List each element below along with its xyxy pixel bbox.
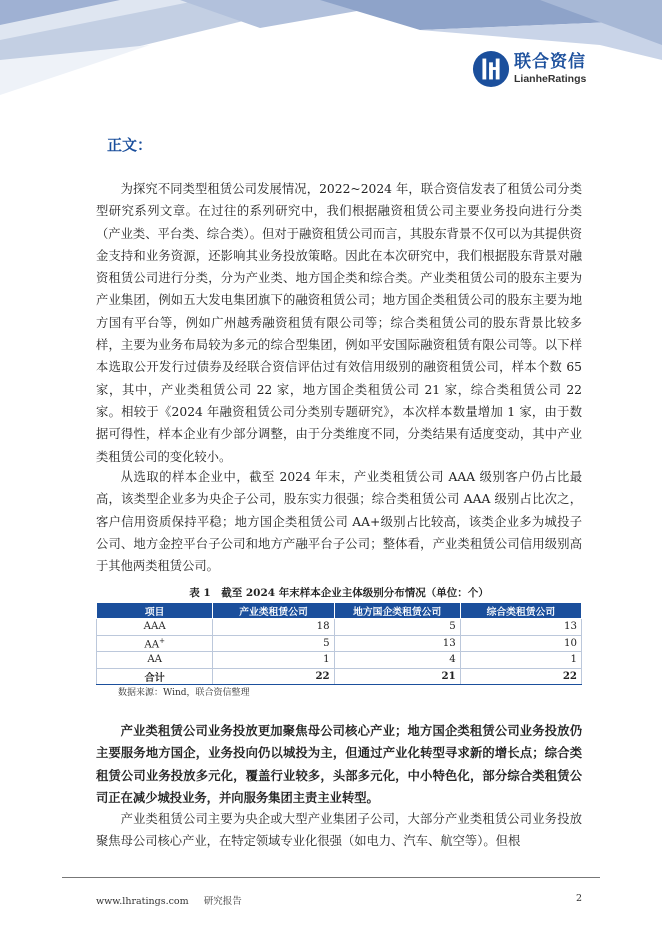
paragraph-text: 产业类租赁公司主要为央企或大型产业集团子公司，大部分产业类租赁公司业务投放聚焦母公司核心产业，在特定领域专业化很强（如电力、汽车、航空等）。但根	[96, 812, 582, 849]
table-header-row	[97, 603, 582, 619]
table-cell: AA+	[97, 635, 213, 652]
table-row	[97, 635, 582, 652]
table-cell: 5	[334, 619, 460, 636]
table-cell: 13	[334, 635, 460, 652]
table-row	[97, 652, 582, 669]
table-header-cell: 综合类租赁公司	[460, 603, 581, 619]
logo-chinese-name: 联合资信	[514, 51, 586, 72]
table-cell: 10	[460, 635, 581, 652]
page-number: 2	[576, 893, 583, 904]
table-header-cell: 地方国企类租赁公司	[334, 603, 460, 619]
table-cell: 5	[213, 635, 334, 652]
paragraph-text: 从选取的样本企业中，截至 2024 年末，产业类租赁公司 AAA 级别客户仍占比最高，该类型企业多为央企子公司，股东实力很强；综合类租赁公司 AAA 级别占比次之，客户信用资质保持平稳；地方国企类租赁公司 AA+级别占比较高，该类企业多为城投子公司、地方金控平台子公司和地方产融平台子公司；整体看，产业类租赁公司信用级别高于其他两类租赁公司。	[96, 470, 582, 574]
table-cell: 18	[213, 619, 334, 636]
paragraph-1	[96, 178, 582, 468]
footer-url-link[interactable]: www.lhratings.com	[96, 896, 189, 907]
table-header-cell: 产业类租赁公司	[213, 603, 334, 619]
table-cell: 1	[460, 652, 581, 669]
rating-distribution-table	[96, 602, 582, 685]
table-cell: 21	[334, 668, 460, 685]
paragraph-text: 为探究不同类型租赁公司发展情况，2022~2024 年，联合资信发表了租赁公司分类型研究系列文章。在过往的系列研究中，我们根据融资租赁公司主要业务投向进行分类（产业类、平台类、综合类）。但对于融资租赁公司而言，其股东背景不仅可以为其提供资金支持和业务资源，还影响其业务投放策略。因此在本次研究中，我们根据股东背景对融资租赁公司进行分类，分为产业类、地方国企类和综合类。产业类租赁公司的股东主要为产业集团，例如五大发电集团旗下的融资租赁公司；地方国企类租赁公司的股东主要为地方国有平台等，例如广州越秀融资租赁有限公司等；综合类租赁公司的股东背景比较多样，主要为业务布局较为多元的综合型集团，例如平安国际融资租赁有限公司等。以下样本选取公开发行过债券及经联合资信评估过有效信用级别的融资租赁公司，样本个数 65 家，其中，产业类租赁公司 22 家，地方国企类租赁公司 21 家，综合类租赁公司 22 家。相较于《2024 年融资租赁公司分类别专题研究》，本次样本数量增加 1 家，由于数据可得性，样本企业有少部分调整，由于分类维度不同，分类结果有适度变动，其中产业类租赁公司的变化较小。	[96, 182, 582, 464]
footer-divider	[62, 877, 600, 878]
table-cell: 22	[460, 668, 581, 685]
key-finding-paragraph	[96, 720, 582, 809]
table-source-note: 数据来源：Wind，联合资信整理	[118, 688, 250, 698]
table-cell: AA	[97, 652, 213, 669]
table-row	[97, 619, 582, 636]
table-cell: 13	[460, 619, 581, 636]
table-cell: 22	[213, 668, 334, 685]
logo-english-name: LianheRatings	[514, 72, 587, 85]
table-title: 表 1 截至 2024 年末样本企业主体级别分布情况（单位：个）	[189, 587, 489, 599]
table-cell: 合计	[97, 668, 213, 685]
footer-label: 研究报告	[203, 896, 242, 907]
table-header-cell: 项目	[97, 603, 213, 619]
lianhe-logo-icon	[472, 50, 510, 88]
section-title: 正文：	[107, 136, 153, 154]
table-cell: 4	[334, 652, 460, 669]
table-cell: AAA	[97, 619, 213, 636]
table-cell: 1	[213, 652, 334, 669]
paragraph-2	[96, 466, 582, 577]
paragraph-text: 产业类租赁公司业务投放更加聚焦母公司核心产业；地方国企类租赁公司业务投放仍主要服务地方国企，业务投向仍以城投为主，但通过产业化转型寻求新的增长点；综合类租赁公司业务投放多元化，覆盖行业较多，头部多元化，中小特色化，部分综合类租赁公司正在减少城投业务，并向服务集团主责主业转型。	[96, 723, 582, 805]
table-total-row	[97, 668, 582, 685]
company-logo	[472, 50, 586, 88]
footer	[96, 893, 254, 907]
paragraph-3	[96, 808, 582, 853]
